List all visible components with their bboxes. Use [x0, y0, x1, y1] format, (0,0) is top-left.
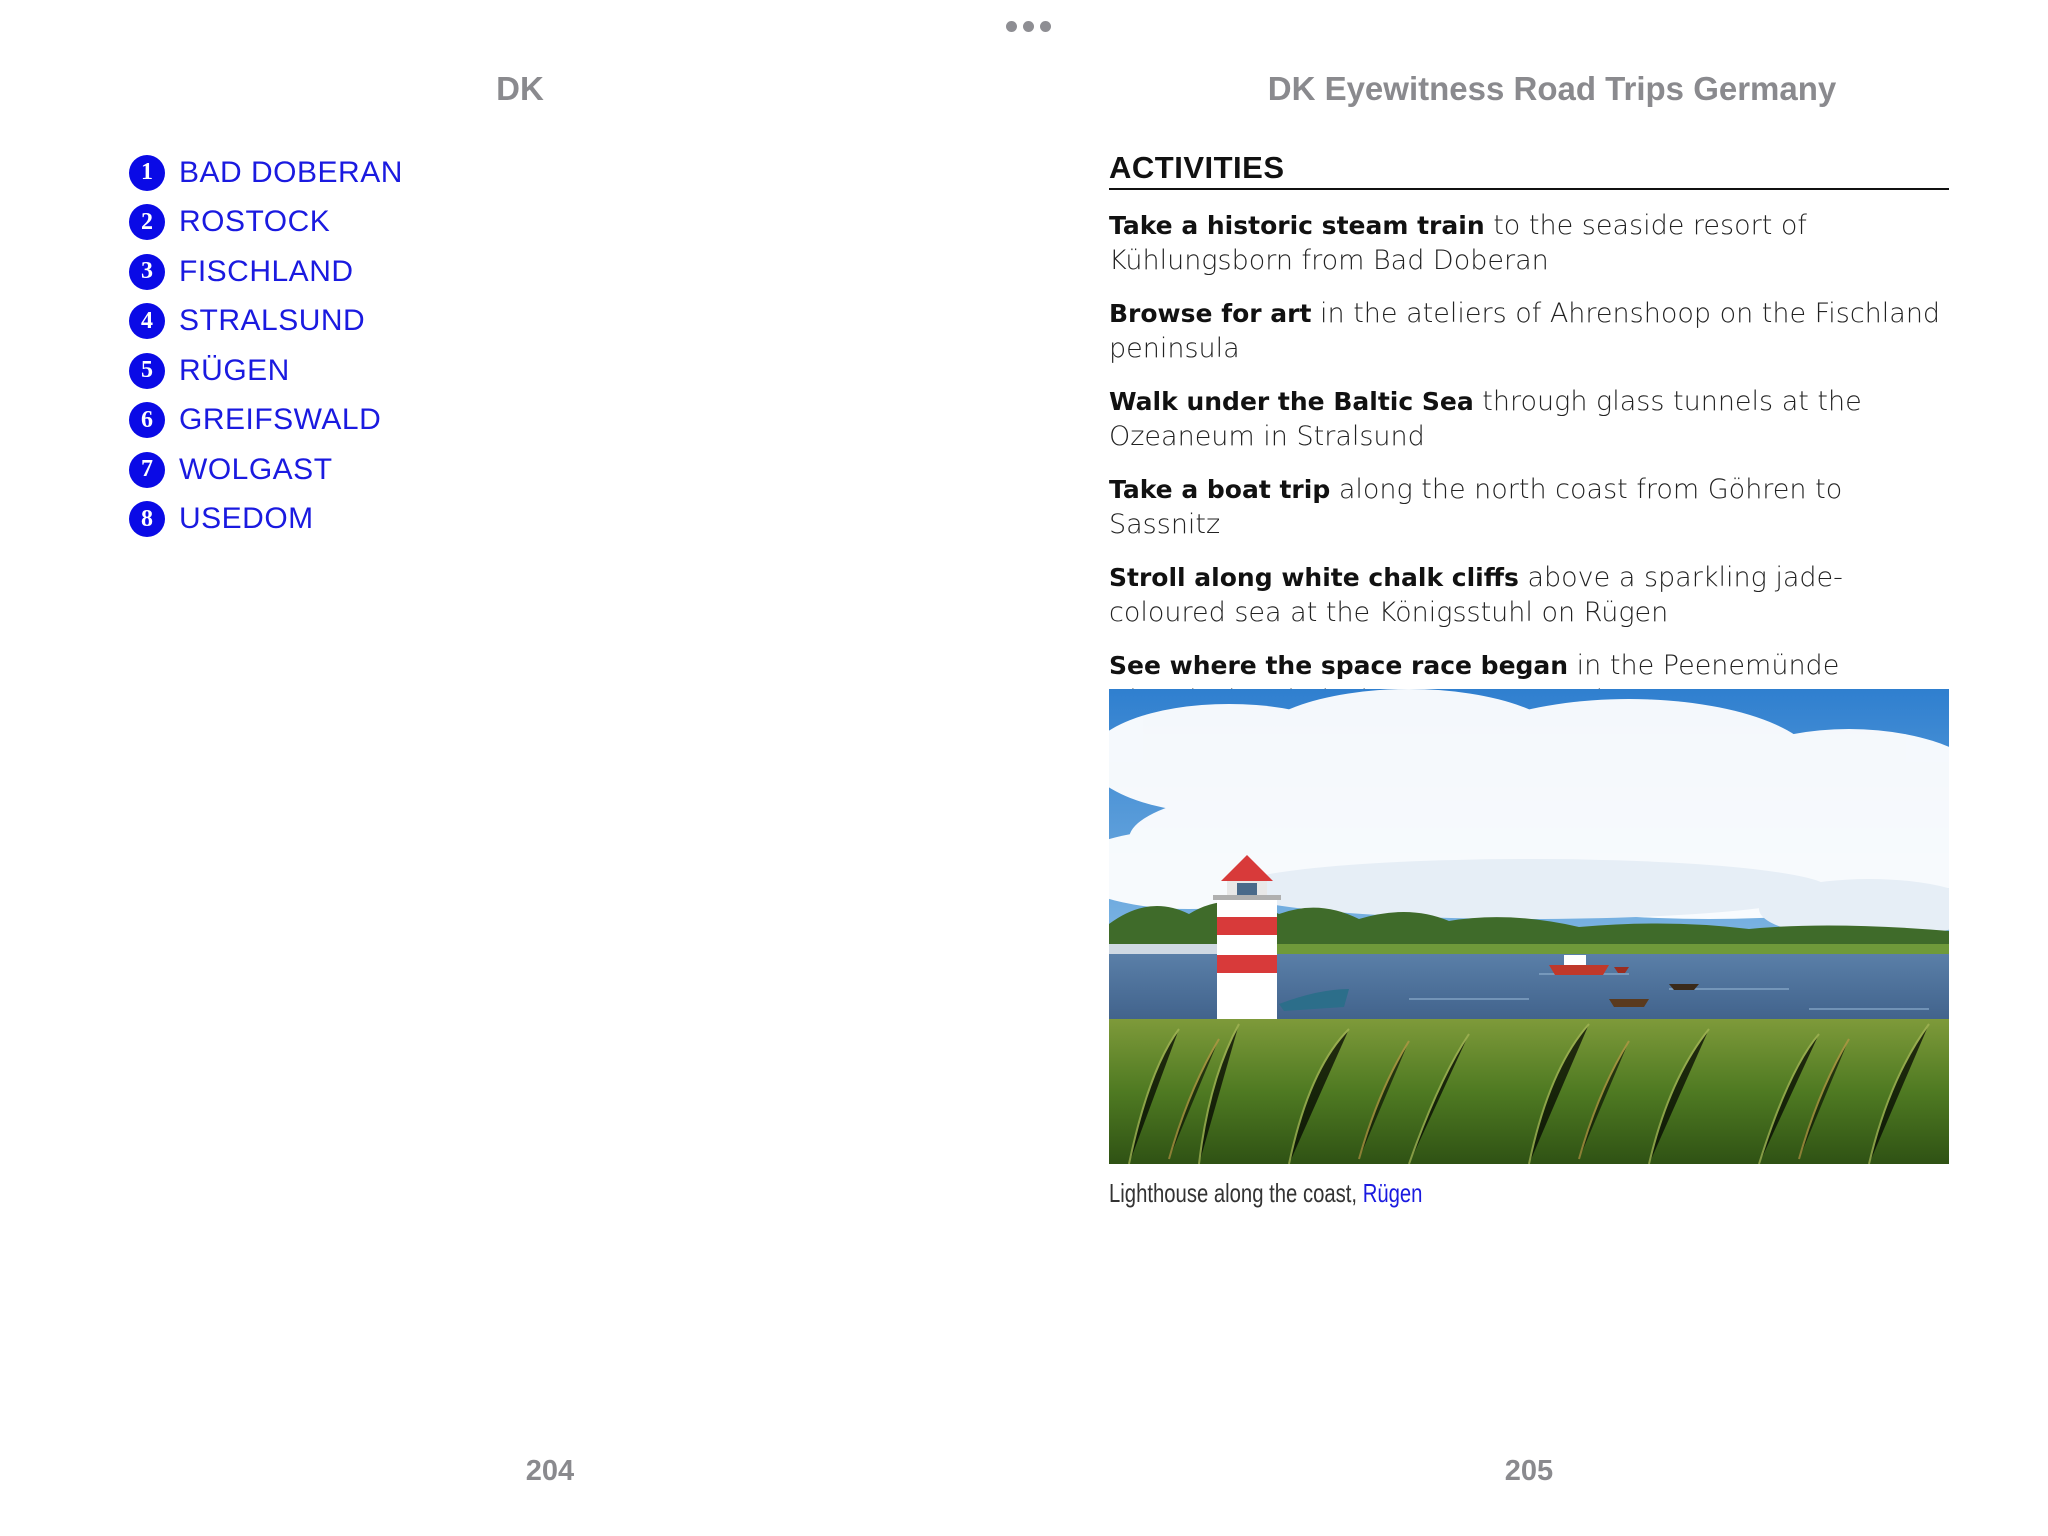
- stop-link-bad-doberan[interactable]: [129, 148, 403, 198]
- photo-caption: [1109, 1178, 1422, 1209]
- stop-label[interactable]: GREIFSWALD: [179, 403, 382, 437]
- stop-label[interactable]: ROSTOCK: [179, 205, 331, 239]
- stop-label[interactable]: BAD DOBERAN: [179, 155, 403, 189]
- activity-item: [1109, 296, 1949, 366]
- activity-text: in the ateliers of Ahrenshoop on the Fischland peninsula: [1109, 298, 1941, 364]
- stop-link-wolgast[interactable]: [129, 445, 403, 495]
- activity-title: Take a historic steam train: [1109, 211, 1485, 240]
- page-number-left: 204: [525, 1455, 575, 1487]
- activities-section: [1109, 150, 1949, 736]
- stop-number-badge: 3: [129, 254, 165, 290]
- activities-heading: ACTIVITIES: [1109, 150, 1949, 190]
- stop-link-ruegen[interactable]: [129, 346, 403, 396]
- stop-number-badge: 5: [129, 353, 165, 389]
- stop-number-badge: 7: [129, 452, 165, 488]
- stop-label[interactable]: STRALSUND: [179, 304, 366, 338]
- tour-stops-list: [129, 148, 403, 544]
- stop-number-badge: 6: [129, 402, 165, 438]
- stop-link-greifswald[interactable]: [129, 396, 403, 446]
- running-head-left: DK: [496, 70, 544, 107]
- activity-item: [1109, 384, 1949, 454]
- activity-item: [1109, 208, 1949, 278]
- stop-number-badge: 8: [129, 501, 165, 537]
- stop-label[interactable]: USEDOM: [179, 502, 314, 536]
- activity-title: Walk under the Baltic Sea: [1109, 387, 1474, 416]
- lighthouse-photo[interactable]: [1109, 689, 1949, 1164]
- stop-link-usedom[interactable]: [129, 495, 403, 545]
- stop-number-badge: 1: [129, 155, 165, 191]
- activity-title: Stroll along white chalk cliffs: [1109, 563, 1519, 592]
- stop-label[interactable]: FISCHLAND: [179, 254, 354, 288]
- page-number-right: 205: [1504, 1455, 1554, 1487]
- stop-label[interactable]: RÜGEN: [179, 353, 290, 387]
- activity-text: through glass tunnels at the Ozeaneum in Stralsund: [1109, 386, 1862, 452]
- stop-link-rostock[interactable]: [129, 198, 403, 248]
- stop-link-stralsund[interactable]: [129, 297, 403, 347]
- caption-link-ruegen[interactable]: Rügen: [1362, 1178, 1423, 1208]
- activity-item: [1109, 560, 1949, 630]
- activity-title: Browse for art: [1109, 299, 1312, 328]
- activity-title: Take a boat trip: [1109, 475, 1331, 504]
- activity-item: [1109, 472, 1949, 542]
- activity-text: above a sparkling jade-coloured sea at the Königsstuhl on Rügen: [1109, 562, 1843, 628]
- stop-number-badge: 2: [129, 204, 165, 240]
- stop-number-badge: 4: [129, 303, 165, 339]
- activity-text: along the north coast from Göhren to Sassnitz: [1109, 474, 1843, 540]
- running-head-right: DK Eyewitness Road Trips Germany: [1267, 70, 1837, 107]
- caption-text: Lighthouse along the coast,: [1109, 1178, 1363, 1208]
- lighthouse-scene-illustration: [1109, 689, 1949, 1164]
- activity-title: See where the space race began: [1109, 651, 1569, 680]
- stop-label[interactable]: WOLGAST: [179, 452, 333, 486]
- activity-text: to the seaside resort of Kühlungsborn from Bad Doberan: [1109, 210, 1807, 276]
- stop-link-fischland[interactable]: [129, 247, 403, 297]
- activity-text: in the Peenemünde: [1576, 650, 1840, 681]
